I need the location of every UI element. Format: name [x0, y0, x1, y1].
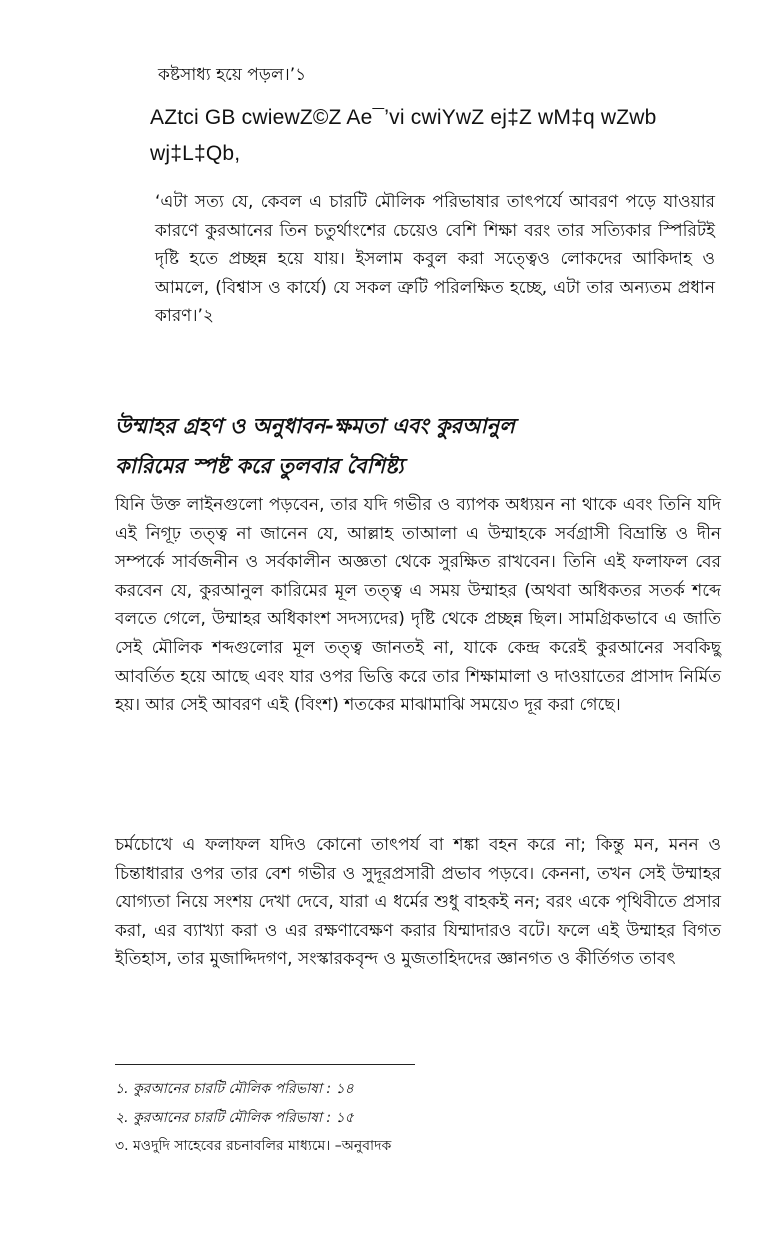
footnote-3: ৩. মওদুদি সাহেবের রচনাবলির মাধ্যমে। –অনুবাদক [115, 1138, 392, 1154]
footnote-1: ১. কুরআনের চারটি মৌলিক পরিভাষা : ১৪ [115, 1081, 354, 1097]
garbled-text-line-1: AZtci GB cwiewZ©Z Ae¯’vi cwiYwZ ej‡Z wM‡q wZwb [150, 106, 657, 129]
footnote-2: ২. কুরআনের চারটি মৌলিক পরিভাষা : ১৫ [115, 1110, 354, 1126]
section-heading-line-2: কারিমের স্পষ্ট করে তুলবার বৈশিষ্ট্য [115, 454, 404, 478]
body-paragraph-1: যিনি উক্ত লাইনগুলো পড়বেন, তার যদি গভীর ও ব্যাপক অধ্যয়ন না থাকে এবং তিনি যদি এই নিগূঢ় তত্ত্ব না জানেন যে, আল্লাহ তাআলা এ উম্মাহকে সর্বগ্রাসী বিভ্রান্তি ও দীন সম্পর্কে সার্বজনীন ও সর্বকালীন অজ্ঞতা থেকে সুরক্ষিত রাখবেন। তিনি এই ফলাফল বের করবেন যে, কুরআনুল কারিমের মূল তত্ত্ব এ সময় উম্মাহর (অথবা অধিকতর সতর্ক শব্দে বলতে গেলে, উম্মাহর অধিকাংশ সদস্যদের) দৃষ্টি থেকে প্রচ্ছন্ন ছিল। সামগ্রিকভাবে এ জাতি সেই মৌলিক শব্দগুলোর মূল তত্ত্ব জানতই না, যাকে কেন্দ্র করেই কুরআনের সবকিছু আবর্তিত হয়ে আছে এবং যার ওপর ভিত্তি করে তার শিক্ষামালা ও দাওয়াতের প্রাসাদ নির্মিত হয়। আর সেই আবরণ এই (বিংশ) শতকের মাঝামাঝি সময়ে৩ দূর করা গেছে। [115, 495, 721, 716]
quote-end-line: কষ্টসাধ্য হয়ে পড়ল।’১ [158, 65, 307, 85]
garbled-text-line-2: wj‡L‡Qb, [150, 142, 241, 165]
body-paragraph-2: চর্মচোখে এ ফলাফল যদিও কোনো তাৎপর্য বা শঙ্কা বহন করে না; কিন্তু মন, মনন ও চিন্তাধারার ওপর তার বেশ গভীর ও সুদূরপ্রসারী প্রভাব পড়বে। কেননা, তখন সেই উম্মাহর যোগ্যতা নিয়ে সংশয় দেখা দেবে, যারা এ ধর্মের শুধু বাহকই নন; বরং একে পৃথিবীতে প্রসার করা, এর ব্যাখ্যা করা ও এর রক্ষণাবেক্ষণ করার যিম্মাদারও বটে। ফলে এই উম্মাহর বিগত ইতিহাস, তার মুজাদ্দিদগণ, সংস্কারকবৃন্দ ও মুজতাহিদদের জ্ঞানগত ও কীর্তিগত তাবৎ [115, 835, 721, 970]
section-heading-line-1: উম্মাহর গ্রহণ ও অনুধাবন-ক্ষমতা এবং কুরআনুল [115, 414, 515, 438]
block-quote: ‘এটা সত্য যে, কেবল এ চারটি মৌলিক পরিভাষার তাৎপর্যে আবরণ পড়ে যাওয়ার কারণে কুরআনের তিন চতুর্থাংশের চেয়েও বেশি শিক্ষা বরং তার সত্যিকার স্পিরিটই দৃষ্টি হতে প্রচ্ছন্ন হয়ে যায়। ইসলাম কবুল করা সত্ত্বেও লোকদের আকিদাহ ও আমলে, (বিশ্বাস ও কার্যে) যে সকল ত্রুটি পরিলক্ষিত হচ্ছে, এটা তার অন্যতম প্রধান কারণ।’২ [155, 192, 715, 327]
footnote-divider [115, 1064, 415, 1065]
